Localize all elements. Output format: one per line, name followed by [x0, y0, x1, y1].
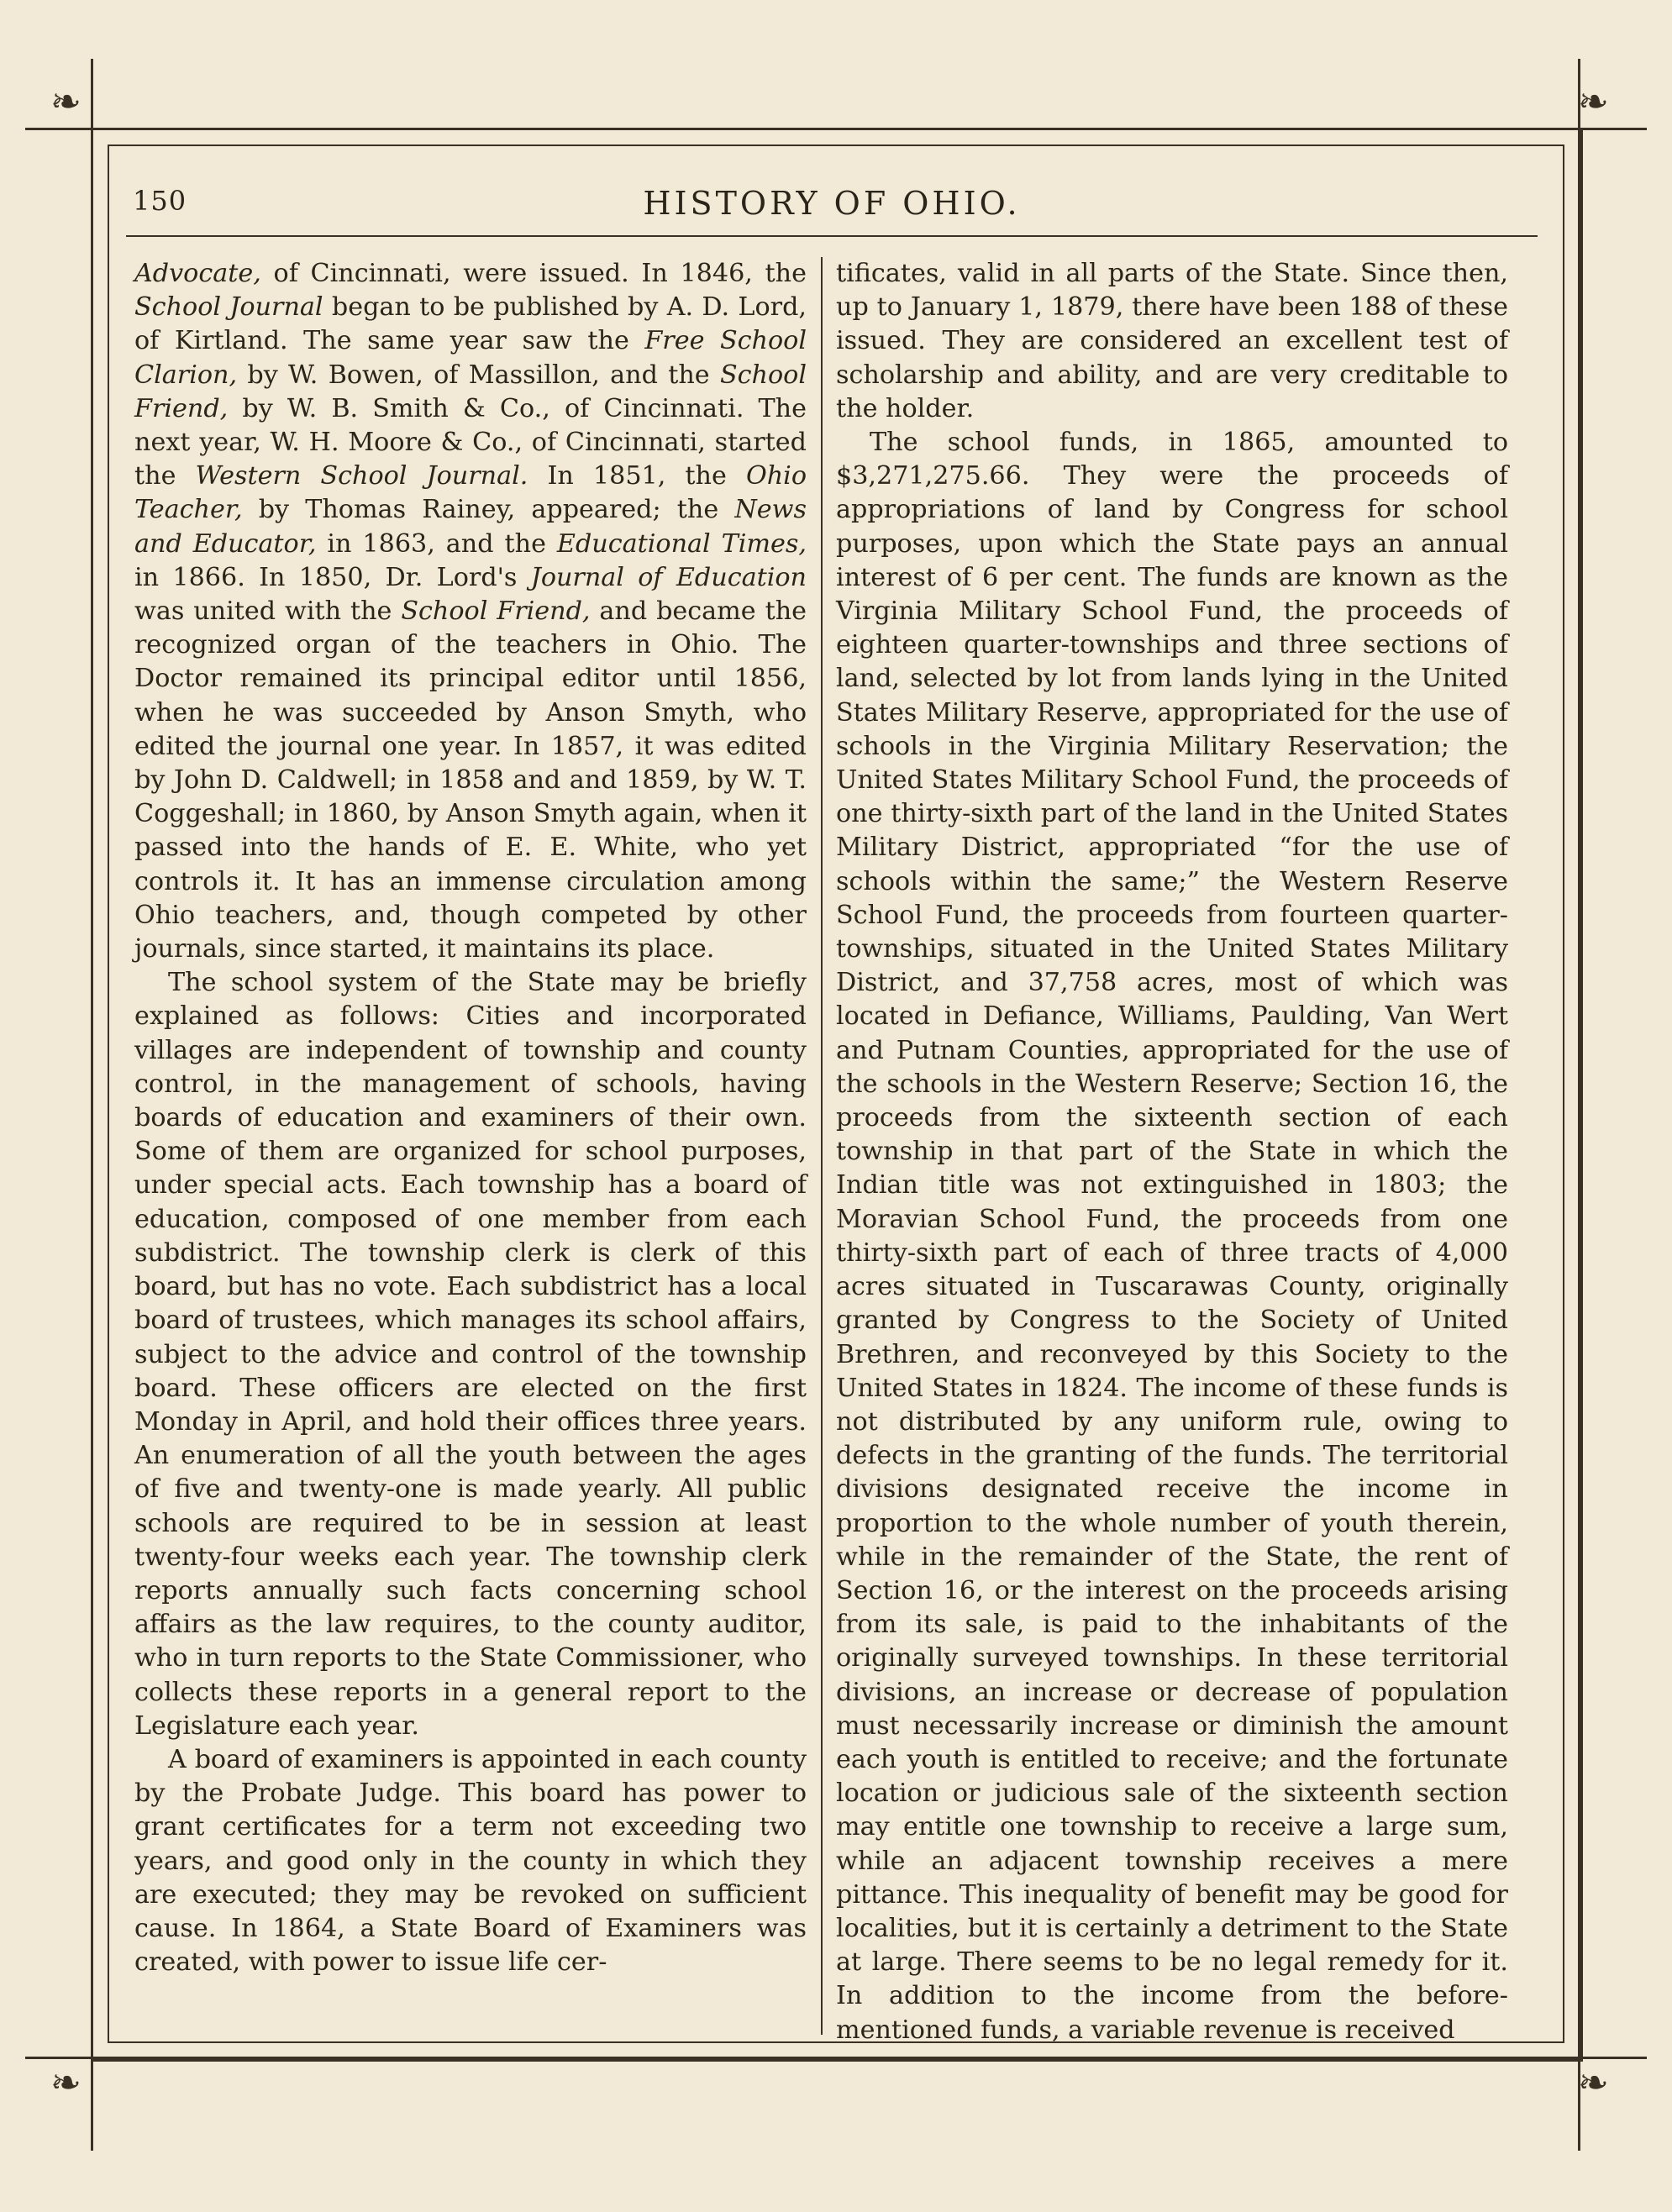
- text-run: by W. B. Smith & Co., of Cincinnati. The next year, W. H. Moore & Co., of Cincinnati, started the: [134, 393, 807, 491]
- corner-ornament-icon: ❧: [50, 2062, 81, 2104]
- text-run: In 1851, the: [528, 461, 746, 491]
- text-run: in 1863, and the: [316, 528, 557, 559]
- running-title: HISTORY OF OHIO.: [643, 185, 1021, 222]
- publication-title: Western School Journal.: [195, 461, 528, 491]
- publication-title: News and Educator,: [134, 495, 807, 559]
- publication-title: Ohio Teacher,: [134, 461, 807, 525]
- publication-title: Advocate,: [134, 259, 261, 288]
- page-number: 150: [133, 185, 187, 217]
- page-header: [126, 183, 1538, 237]
- column-divider: [821, 257, 823, 2035]
- corner-ornament-icon: ❧: [1578, 81, 1609, 123]
- paragraph-certificates: tificates, valid in all parts of the State. Since then, up to January 1, 1879, there have been 188 of these issued. They are considered an excellent test of scholarship and ability, and are very creditable to the holder.: [836, 259, 1508, 423]
- border-rule-bottom: [25, 2057, 1647, 2059]
- paragraph-school-funds: The school funds, in 1865, amounted to $3,271,275.66. They were the proceeds of appropriations of land by Congress for school purposes, upon which the State pays an annual interest of 6 per cent. The funds are known as the Virginia Military School Fund, the proceeds of eighteen quarter-townships and three sections of land, selected by lot from lands lying in the United States Military Reserve, appropriated for the use of schools in the Virginia Military Reservation; the United States Military School Fund, the proceeds of one thirty-sixth part of the land in the United States Military District, appropriated “for the use of schools within the same;” the Western Reserve School Fund, the proceeds from fourteen quarter-townships, situated in the United States Military District, and 37,758 acres, most of which was located in Defiance, Williams, Paulding, Van Wert and Putnam Counties, appropriated for the use of the schools in the Western Reserve; Section 16, the proceeds from the sixteenth section of each township in that part of the State in which the Indian title was not extinguished in 1803; the Moravian School Fund, the proceeds from one thirty-sixth part of each of three tracts of 4,000 acres situated in Tuscarawas County, originally granted by Congress to the Society of United Brethren, and reconveyed by this Society to the United States in 1824. The income of these funds is not distributed by any uniform rule, owing to defects in the granting of the funds. The territorial divisions designated receive the income in proportion to the whole number of youth therein, while in the remainder of the State, the rent of Section 16, or the interest on the proceeds arising from its sale, is paid to the inhabitants of the originally surveyed townships. In these territorial divisions, an increase or decrease of population must necessarily increase or diminish the amount each youth is entitled to receive; and the fortunate location or judicious sale of the sixteenth section may entitle one township to receive a large sum, while an adjacent township receives a mere pittance. This inequality of benefit may be good for localities, but it is certainly a detriment to the State at large. There seems to be no legal remedy for it. In addition to the income from the before-mentioned funds, a variable revenue is received: [836, 428, 1508, 2045]
- text-run: was united with the: [134, 596, 402, 627]
- publication-title: Free School Clarion,: [134, 326, 807, 390]
- publication-title: School Friend,: [134, 360, 807, 423]
- border-rule-top: [25, 128, 1647, 130]
- paragraph-board-of-examiners: A board of examiners is appointed in each county by the Probate Judge. This board has power to grant certificates for a term not exceeding two years, and good only in the county in which they are executed; they may be revoked on sufficient cause. In 1864, a State Board of Examiners was created, with power to issue life cer-: [134, 1744, 807, 1978]
- paragraph-school-system: The school system of the State may be briefly explained as follows: Cities and incorporated villages are independent of township and county control, in the management of schools, having boards of education and examiners of their own. Some of them are organized for school purposes, under special acts. Each township has a board of education, composed of one member from each subdistrict. The township clerk is clerk of this board, but has no vote. Each subdistrict has a local board of trustees, which manages its school affairs, subject to the advice and control of the township board. These officers are elected on the first Monday in April, and hold their offices three years. An enumeration of all the youth between the ages of five and twenty-one is made yearly. All public schools are required to be in session at least twenty-four weeks each year. The township clerk reports annually such facts concerning school affairs as the law requires, to the county auditor, who in turn reports to the State Commissioner, who collects these reports in a general report to the Legislature each year.: [134, 968, 807, 1741]
- text-run: by W. Bowen, of Massillon, and the: [237, 360, 720, 390]
- text-run: and became the recognized organ of the teachers in Ohio. The Doctor remained its principal editor until 1856, when he was succeeded by Anson Smyth, who edited the journal one year. In 1857, it was edited by John D. Caldwell; in 1858 and and 1859, by W. T. Coggeshall; in 1860, by Anson Smyth again, when it passed into the hands of E. E. White, who yet controls it. It has an immense circulation among Ohio teachers, and, though competed by other journals, since started, it maintains its place.: [134, 596, 807, 964]
- publication-title: Journal of Education: [530, 562, 807, 592]
- text-run: by Thomas Rainey, appeared; the: [242, 495, 735, 525]
- border-rule-right: [1578, 59, 1580, 2151]
- corner-ornament-icon: ❧: [1578, 2062, 1609, 2104]
- border-rule-left: [91, 59, 93, 2151]
- text-run: of Cincinnati, were issued. In 1846, the: [260, 259, 807, 288]
- publication-title: School Friend,: [401, 596, 591, 627]
- corner-ornament-icon: ❧: [50, 81, 81, 123]
- publication-title: School Journal: [134, 292, 323, 323]
- publication-title: Educational Times,: [556, 528, 807, 559]
- text-run: in 1866. In 1850, Dr. Lord's: [134, 562, 531, 592]
- right-column: [836, 257, 1508, 2045]
- paragraph-journals: [134, 257, 807, 966]
- left-column: [134, 257, 807, 2038]
- text-run: began to be published by A. D. Lord, of Kirtland. The same year saw the: [134, 292, 807, 356]
